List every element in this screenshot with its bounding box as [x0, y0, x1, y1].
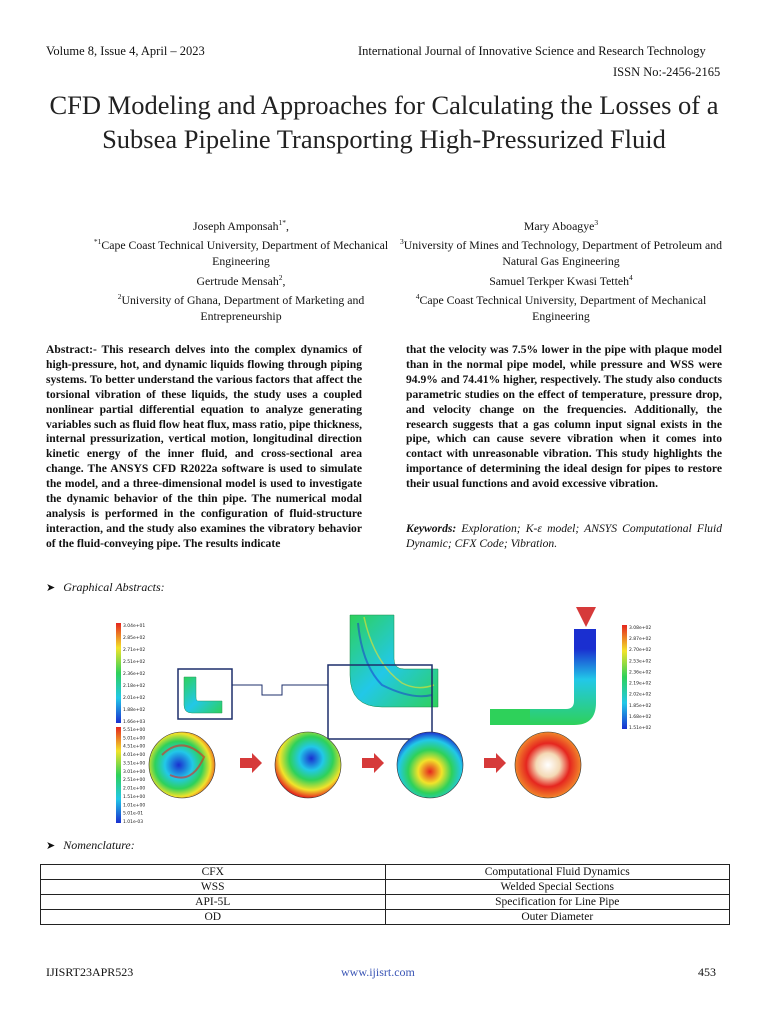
- table-row: [41, 910, 730, 925]
- bullet-arrow-icon: ➤: [46, 582, 56, 594]
- table-cell-meaning: Specification for Line Pipe: [385, 895, 730, 910]
- flow-direction-arrow-icon: [576, 607, 596, 627]
- table-cell-abbrev: API-5L: [41, 895, 386, 910]
- author-name: Joseph Amponsah$^{1*}$,: [193, 218, 289, 233]
- legend-tick-label: 1.51e+00: [123, 794, 146, 800]
- table-row: [41, 865, 730, 880]
- legend-tick-label: 1.88e+02: [123, 708, 146, 713]
- author-affiliation: $^2$University of Ghana, Department of Marketing and Entrepreneurship: [117, 292, 365, 323]
- left-color-legend: [116, 623, 145, 725]
- legend-colorbar: [116, 623, 121, 723]
- issn: ISSN No:-2456-2165: [613, 65, 721, 79]
- author-block-2: [76, 270, 406, 324]
- legend-tick-label: 4.01e+00: [123, 753, 146, 759]
- legend-tick-label: 2.71e+02: [123, 648, 146, 653]
- author-name: Samuel Terkper Kwasi Tetteh$^4$: [489, 273, 633, 288]
- legend-tick-label: 1.66e+03: [123, 720, 146, 725]
- table-row: [41, 880, 730, 895]
- cross-section-sequence: [149, 732, 581, 798]
- legend-tick-label: 5.51e+00: [123, 728, 146, 733]
- footer-website-link[interactable]: www.ijisrt.com: [341, 965, 415, 979]
- legend-tick-label: 2.87e+02: [629, 637, 652, 643]
- legend-tick-label: 4.51e+00: [123, 744, 146, 750]
- journal-name: International Journal of Innovative Science and Research Technology: [358, 44, 706, 58]
- legend-tick-label: 2.51e+02: [123, 660, 146, 665]
- legend-tick-label: 5.01e-01: [123, 811, 144, 817]
- zoomed-elbow-pipe: [328, 615, 438, 739]
- legend-tick-label: 1.01e-03: [123, 820, 144, 825]
- small-elbow-pipe: [178, 669, 328, 719]
- legend-tick-label: 2.51e+00: [123, 778, 146, 784]
- legend-tick-label: 2.01e+00: [123, 786, 146, 792]
- legend-tick-label: 1.85e+02: [629, 703, 652, 709]
- legend-tick-label: 2.70e+02: [629, 648, 652, 654]
- table-cell-meaning: Computational Fluid Dynamics: [385, 865, 730, 880]
- legend-tick-label: 3.01e+00: [123, 769, 146, 775]
- legend-tick-label: 2.36e+02: [629, 670, 652, 676]
- keywords-label: Keywords:: [406, 522, 457, 535]
- legend-colorbar: [622, 625, 627, 729]
- nomenclature-table: [40, 864, 730, 925]
- legend-tick-label: 1.51e+02: [629, 726, 652, 731]
- legend-tick-label: 3.51e+00: [123, 761, 146, 767]
- abstract-right-column: that the velocity was 7.5% lower in the pipe with plaque model than in the normal pipe model, while pressure and WSS were 94.9% and 74.41% higher, respectively. The study also conducts parametric studies on the effect of temperature, pressure drop, and velocity change on the frequencies. Additionally, the research suggests that a gas column input signal exists in the pipe, which can cause severe vibration when it comes into contact with unreasonable vibration. This study highlights the importance of determining the ideal design for pipes to restore their usual functions and avoid excessive vibration.: [406, 343, 722, 491]
- legend-tick-label: 3.08e+02: [629, 626, 652, 631]
- cross-section-3: [397, 732, 463, 798]
- graphical-abstract-heading: ➤ Graphical Abstracts:: [46, 580, 165, 594]
- author-affiliation: $^4$Cape Coast Technical University, Department of Mechanical Engineering: [415, 292, 707, 323]
- legend-tick-label: 1.01e+00: [123, 803, 146, 809]
- right-arrow-icon: [484, 753, 506, 773]
- legend-colorbar: [116, 727, 121, 823]
- right-pipe-with-plaque: [490, 607, 596, 725]
- abstract-left-column: Abstract:- This research delves into the complex dynamics of high-pressure, hot, and dynamic liquids flowing through piping systems. To better understand the various factors that affect the torsional vibration of these liquids, the study uses a coupled nonlinear partial differential equation to analyze generating variables such as fluid flow heat flux, mass ratio, pipe thickness, internal pressurization, vertical motion, longitudinal direction kinetic energy of the inner fluid, and cross-sectional area change. The ANSYS CFD R2022a software is used to simulate the model, and a three-dimensional model is used to investigate the dynamic behavior of the thin pipe. The numerical modal analysis is performed in the configuration of fluid-structure interaction, and the study also examines the vibratory behavior of the fluid-conveying pipe. The results indicate: [46, 343, 362, 550]
- nomenclature-heading: ➤ Nomenclature:: [46, 838, 135, 852]
- author-affiliation: $^{*1}$Cape Coast Technical University, Department of Mechanical Engineering: [93, 237, 389, 268]
- cross-section-2: [275, 732, 341, 798]
- legend-tick-label: 2.01e+02: [123, 696, 146, 701]
- right-arrow-icon: [240, 753, 262, 773]
- table-cell-meaning: Outer Diameter: [385, 910, 730, 925]
- page-number: 453: [698, 965, 716, 979]
- legend-tick-label: 1.68e+02: [629, 714, 652, 720]
- legend-tick-label: 2.85e+02: [123, 636, 146, 641]
- author-name: Gertrude Mensah$^2$,: [196, 273, 286, 288]
- bottom-color-legend: [116, 727, 145, 825]
- volume-info: Volume 8, Issue 4, April – 2023: [46, 44, 205, 58]
- legend-tick-label: 2.19e+02: [629, 681, 652, 687]
- legend-tick-label: 3.04e+01: [123, 624, 146, 629]
- cross-section-1: [149, 732, 215, 798]
- paper-title: CFD Modeling and Approaches for Calculating the Losses of a Subsea Pipeline Transporting High-Pressurized Fluid: [49, 90, 719, 154]
- author-affiliation: $^3$University of Mines and Technology, Department of Petroleum and Natural Gas Engineering: [399, 237, 723, 268]
- table-cell-abbrev: WSS: [41, 880, 386, 895]
- graphical-abstract-figure: [112, 605, 656, 827]
- author-name: Mary Aboagye$^3$: [523, 218, 599, 233]
- table-cell-abbrev: CFX: [41, 865, 386, 880]
- legend-tick-label: 2.36e+02: [123, 672, 146, 677]
- bullet-arrow-icon: ➤: [46, 840, 56, 852]
- footer-paper-id: IJISRT23APR523: [46, 965, 134, 979]
- table-cell-abbrev: OD: [41, 910, 386, 925]
- table-cell-meaning: Welded Special Sections: [385, 880, 730, 895]
- author-block-4: [396, 270, 726, 324]
- author-block-1: [76, 215, 406, 269]
- zoom-connector-line: [232, 685, 328, 695]
- keywords: [406, 522, 722, 552]
- table-row: [41, 895, 730, 910]
- right-arrow-icon: [362, 753, 384, 773]
- author-block-3: [396, 215, 726, 269]
- cross-section-4: [515, 732, 581, 798]
- legend-tick-label: 2.18e+02: [123, 684, 146, 689]
- right-color-legend: [622, 625, 651, 731]
- keywords-text: Exploration; K-ε model; ANSYS Computational Fluid Dynamic; CFX Code; Vibration.: [406, 522, 722, 550]
- legend-tick-label: 2.53e+02: [629, 659, 652, 665]
- legend-tick-label: 5.01e+00: [123, 736, 146, 742]
- legend-tick-label: 2.02e+02: [629, 692, 652, 698]
